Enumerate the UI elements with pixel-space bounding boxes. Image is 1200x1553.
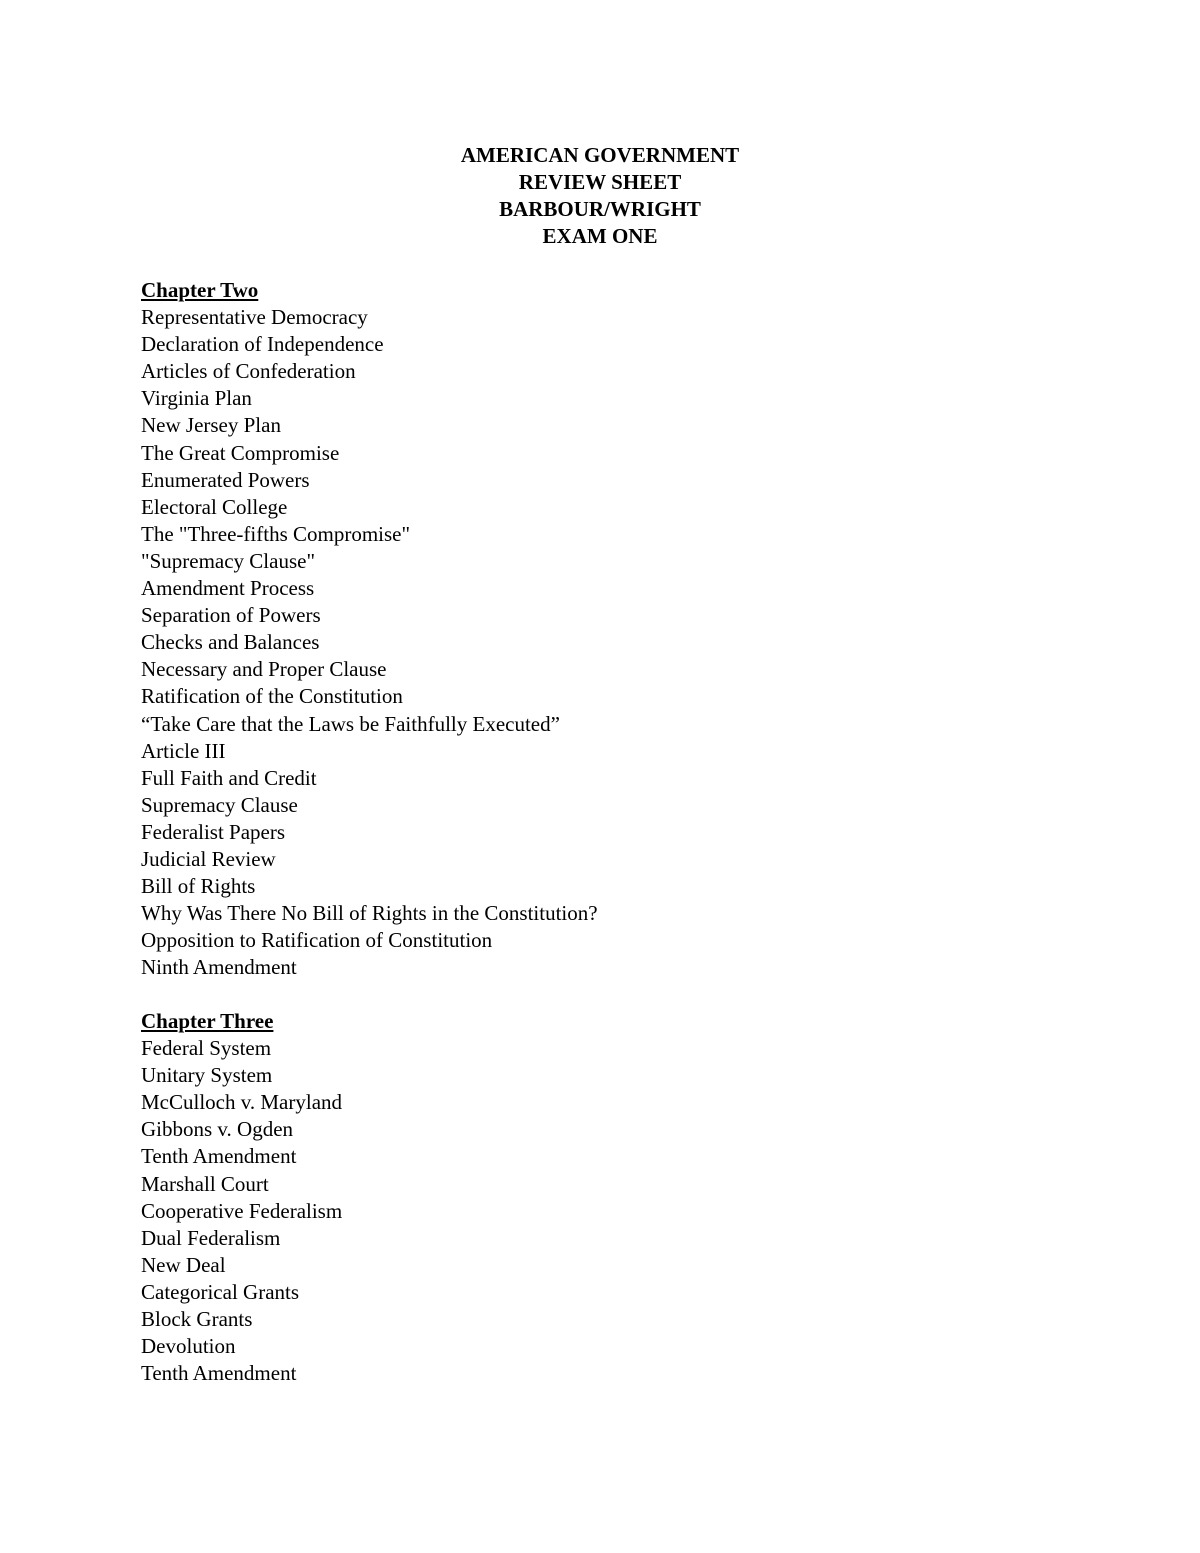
- section-chapter-two: [141, 277, 1041, 981]
- list-item: “Take Care that the Laws be Faithfully Executed”: [141, 711, 560, 736]
- list-item: Electoral College: [141, 494, 288, 519]
- list-item: Enumerated Powers: [141, 467, 310, 492]
- list-item: Virginia Plan: [141, 386, 252, 411]
- term-list: [141, 304, 1041, 981]
- exam-label: EXAM ONE: [542, 224, 658, 248]
- list-item: Representative Democracy: [141, 305, 368, 330]
- list-item: Dual Federalism: [141, 1225, 281, 1250]
- sheet-title: REVIEW SHEET: [518, 170, 682, 194]
- list-item: Necessary and Proper Clause: [141, 657, 387, 682]
- list-item: Cooperative Federalism: [141, 1198, 343, 1223]
- course-title: AMERICAN GOVERNMENT: [460, 143, 740, 167]
- list-item: McCulloch v. Maryland: [141, 1090, 343, 1115]
- list-item: Judicial Review: [141, 846, 276, 871]
- list-item: Why Was There No Bill of Rights in the Constitution?: [141, 901, 598, 926]
- list-item: "Supremacy Clause": [141, 548, 316, 573]
- list-item: Marshall Court: [141, 1171, 269, 1196]
- list-item: The Great Compromise: [141, 440, 340, 465]
- list-item: Declaration of Independence: [141, 332, 384, 357]
- list-item: Gibbons v. Ogden: [141, 1117, 294, 1142]
- document-header: [0, 142, 1200, 250]
- list-item: Opposition to Ratification of Constitution: [141, 928, 493, 953]
- list-item: The "Three-fifths Compromise": [141, 521, 411, 546]
- list-item: Ninth Amendment: [141, 955, 297, 980]
- list-item: Articles of Confederation: [141, 359, 356, 384]
- list-item: Article III: [141, 738, 226, 763]
- list-item: Bill of Rights: [141, 874, 256, 899]
- term-list: [141, 1035, 1041, 1387]
- list-item: Tenth Amendment: [141, 1144, 297, 1169]
- list-item: Devolution: [141, 1334, 236, 1359]
- list-item: Supremacy Clause: [141, 792, 298, 817]
- section-chapter-three: [141, 1008, 1041, 1387]
- list-item: Categorical Grants: [141, 1279, 300, 1304]
- instructors: BARBOUR/WRIGHT: [499, 197, 701, 221]
- section-heading: Chapter Three: [141, 1009, 274, 1033]
- list-item: New Deal: [141, 1252, 226, 1277]
- list-item: Full Faith and Credit: [141, 765, 317, 790]
- list-item: Unitary System: [141, 1063, 273, 1088]
- list-item: New Jersey Plan: [141, 413, 281, 438]
- list-item: Ratification of the Constitution: [141, 684, 403, 709]
- section-heading: Chapter Two: [141, 278, 259, 302]
- list-item: Federal System: [141, 1036, 272, 1061]
- list-item: Federalist Papers: [141, 819, 286, 844]
- list-item: Block Grants: [141, 1307, 253, 1332]
- list-item: Separation of Powers: [141, 603, 321, 628]
- list-item: Amendment Process: [141, 576, 315, 601]
- list-item: Tenth Amendment: [141, 1361, 297, 1386]
- list-item: Checks and Balances: [141, 630, 320, 655]
